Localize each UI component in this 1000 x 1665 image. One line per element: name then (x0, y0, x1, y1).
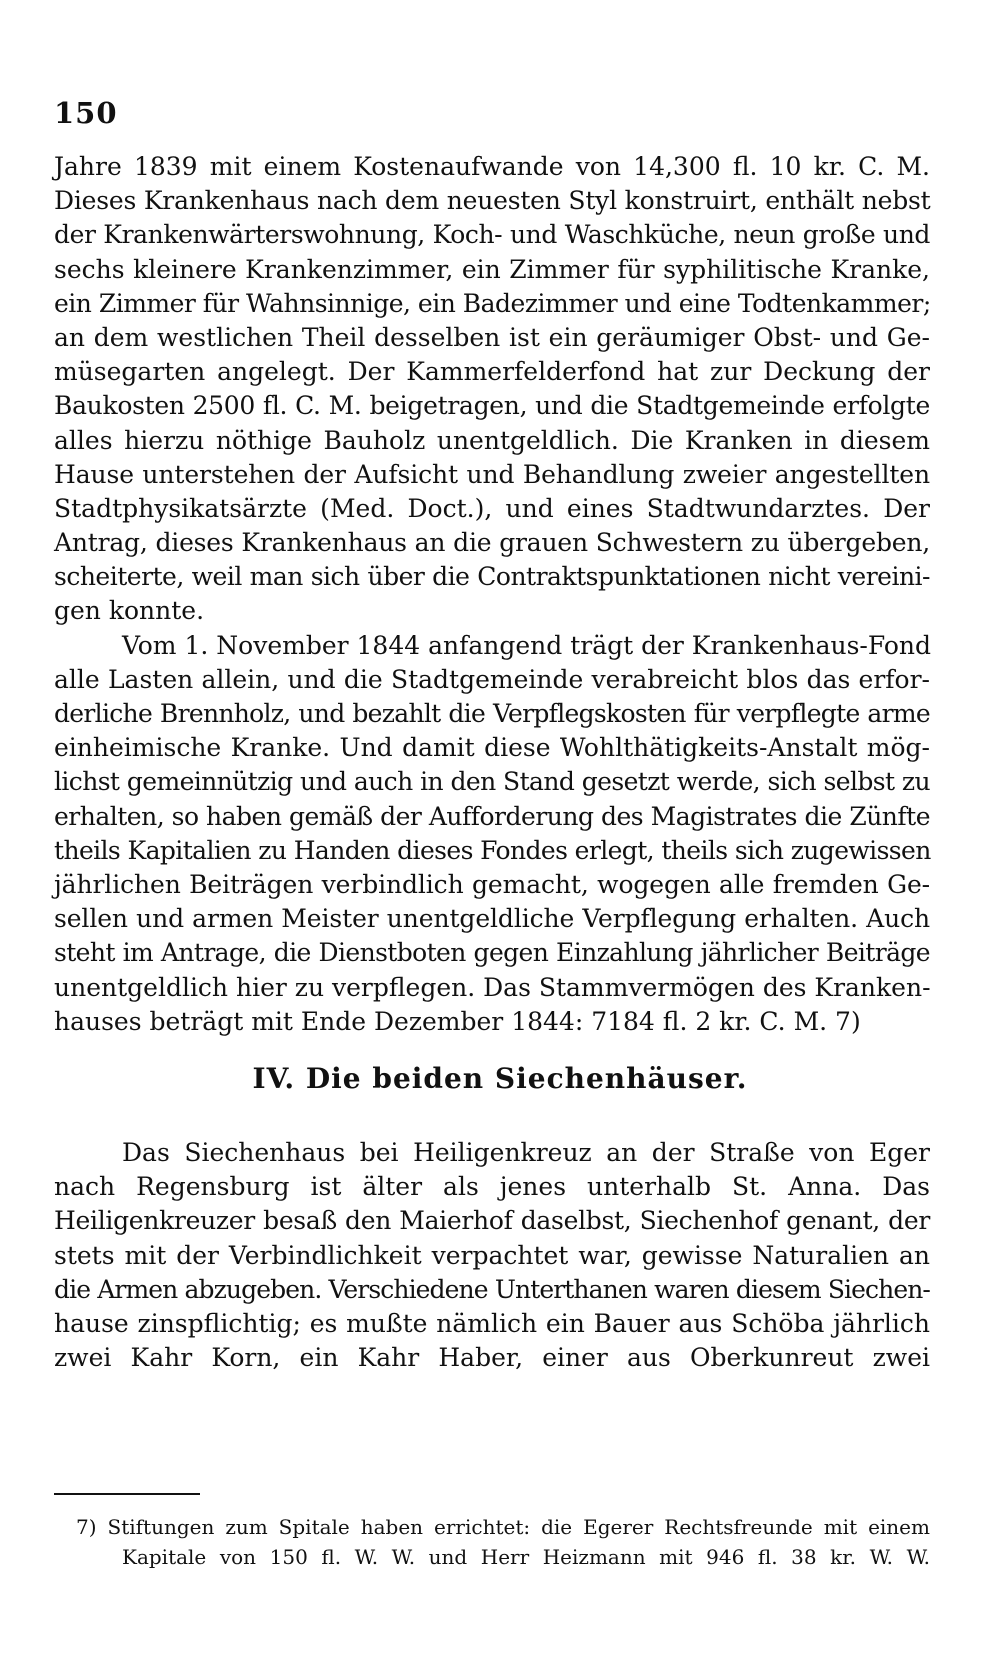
text-line: scheiterte, weil man sich über die Contraktspunktationen nicht vereini- (54, 562, 930, 592)
text-line: unentgeldlich hier zu verpflegen. Das Stammvermögen des Kranken- (54, 972, 931, 1002)
text-line: einheimische Kranke. Und damit diese Wohlthätigkeits-Anstalt mög- (54, 733, 930, 763)
text-line: alle Lasten allein, und die Stadtgemeinde verabreicht blos das erfor- (54, 664, 930, 694)
text-line: Stadtphysikatsärzte (Med. Doct.), und eines Stadtwundarztes. Der (54, 493, 930, 523)
text-line: Dieses Krankenhaus nach dem neuesten Styl konstruirt, enthält nebst (54, 186, 931, 216)
text-line: Jahre 1839 mit einem Kostenaufwande von 14,300 fl. 10 kr. C. M. (54, 152, 930, 181)
text-line: nach Regensburg ist älter als jenes unterhalb St. Anna. Das (54, 1172, 930, 1202)
text-line: Baukosten 2500 fl. C. M. beigetragen, und die Stadtgemeinde erfolgte (54, 391, 930, 421)
footnote-line: Kapitale von 150 fl. W. W. und Herr Heizmann mit 946 fl. 38 kr. W. W. (122, 1545, 930, 1569)
text-line: Antrag, dieses Krankenhaus an die grauen Schwestern zu übergeben, (54, 528, 930, 558)
footnote-divider (54, 1493, 200, 1495)
footnote (54, 1512, 930, 1572)
text-line: steht im Antrage, die Dienstboten gegen Einzahlung jährlicher Beiträge (54, 938, 930, 968)
text-line: lichst gemeinnützig und auch in den Stand gesetzt werde, sich selbst zu (54, 767, 930, 797)
text-line: gen konnte. (54, 596, 205, 626)
text-line: müsegarten angelegt. Der Kammerfelderfond hat zur Deckung der (54, 357, 930, 387)
text-line: Heiligenkreuzer besaß den Maierhof daselbst, Siechenhof genant, der (54, 1206, 930, 1236)
text-line: Hause unterstehen der Aufsicht und Behandlung zweier angestellten (54, 459, 930, 489)
text-line: an dem westlichen Theil desselben ist ein geräumiger Obst- und Ge- (54, 322, 930, 352)
page-number: 150 (54, 96, 118, 130)
text-line: sellen und armen Meister unentgeldliche Verpflegung erhalten. Auch (54, 904, 930, 934)
text-line: alles hierzu nöthige Bauholz unentgeldlich. Die Kranken in diesem (54, 425, 930, 455)
text-line: hauses beträgt mit Ende Dezember 1844: 7184 fl. 2 kr. C. M. 7) (54, 1006, 861, 1036)
text-line: ein Zimmer für Wahnsinnige, ein Badezimmer und eine Todtenkammer; (54, 288, 931, 318)
section-text (54, 1136, 930, 1375)
text-line: derliche Brennholz, und bezahlt die Verpflegskosten für verpflegte arme (54, 699, 930, 728)
text-line: stets mit der Verbindlichkeit verpachtet war, gewisse Naturalien an (54, 1240, 930, 1270)
text-line: zwei Kahr Korn, ein Kahr Haber, einer aus Oberkunreut zwei (54, 1343, 930, 1373)
text-line: Vom 1. November 1844 anfangend trägt der Krankenhaus-Fond (122, 630, 931, 660)
text-line: Das Siechenhaus bei Heiligenkreuz an der Straße von Eger (122, 1138, 930, 1167)
text-line: jährlichen Beiträgen verbindlich gemacht, wogegen alle fremden Ge- (54, 869, 930, 899)
text-line: die Armen abzugeben. Verschiedene Unterthanen waren diesem Siechen- (54, 1274, 930, 1304)
text-line: der Krankenwärterswohnung, Koch- und Waschküche, neun große und (54, 220, 930, 250)
text-line: theils Kapitalien zu Handen dieses Fondes erlegt, theils sich zugewissen (54, 835, 931, 865)
section-heading: IV. Die beiden Siechenhäuser. (252, 1062, 748, 1095)
footnote-line: 7) Stiftungen zum Spitale haben errichtet: die Egerer Rechtsfreunde mit einem (76, 1515, 930, 1539)
body-text (54, 150, 930, 1039)
text-line: erhalten, so haben gemäß der Aufforderung des Magistrates die Zünfte (54, 801, 930, 831)
text-line: hause zinspflichtig; es mußte nämlich ein Bauer aus Schöba jährlich (54, 1308, 930, 1338)
text-line: sechs kleinere Krankenzimmer, ein Zimmer für syphilitische Kranke, (54, 254, 930, 284)
